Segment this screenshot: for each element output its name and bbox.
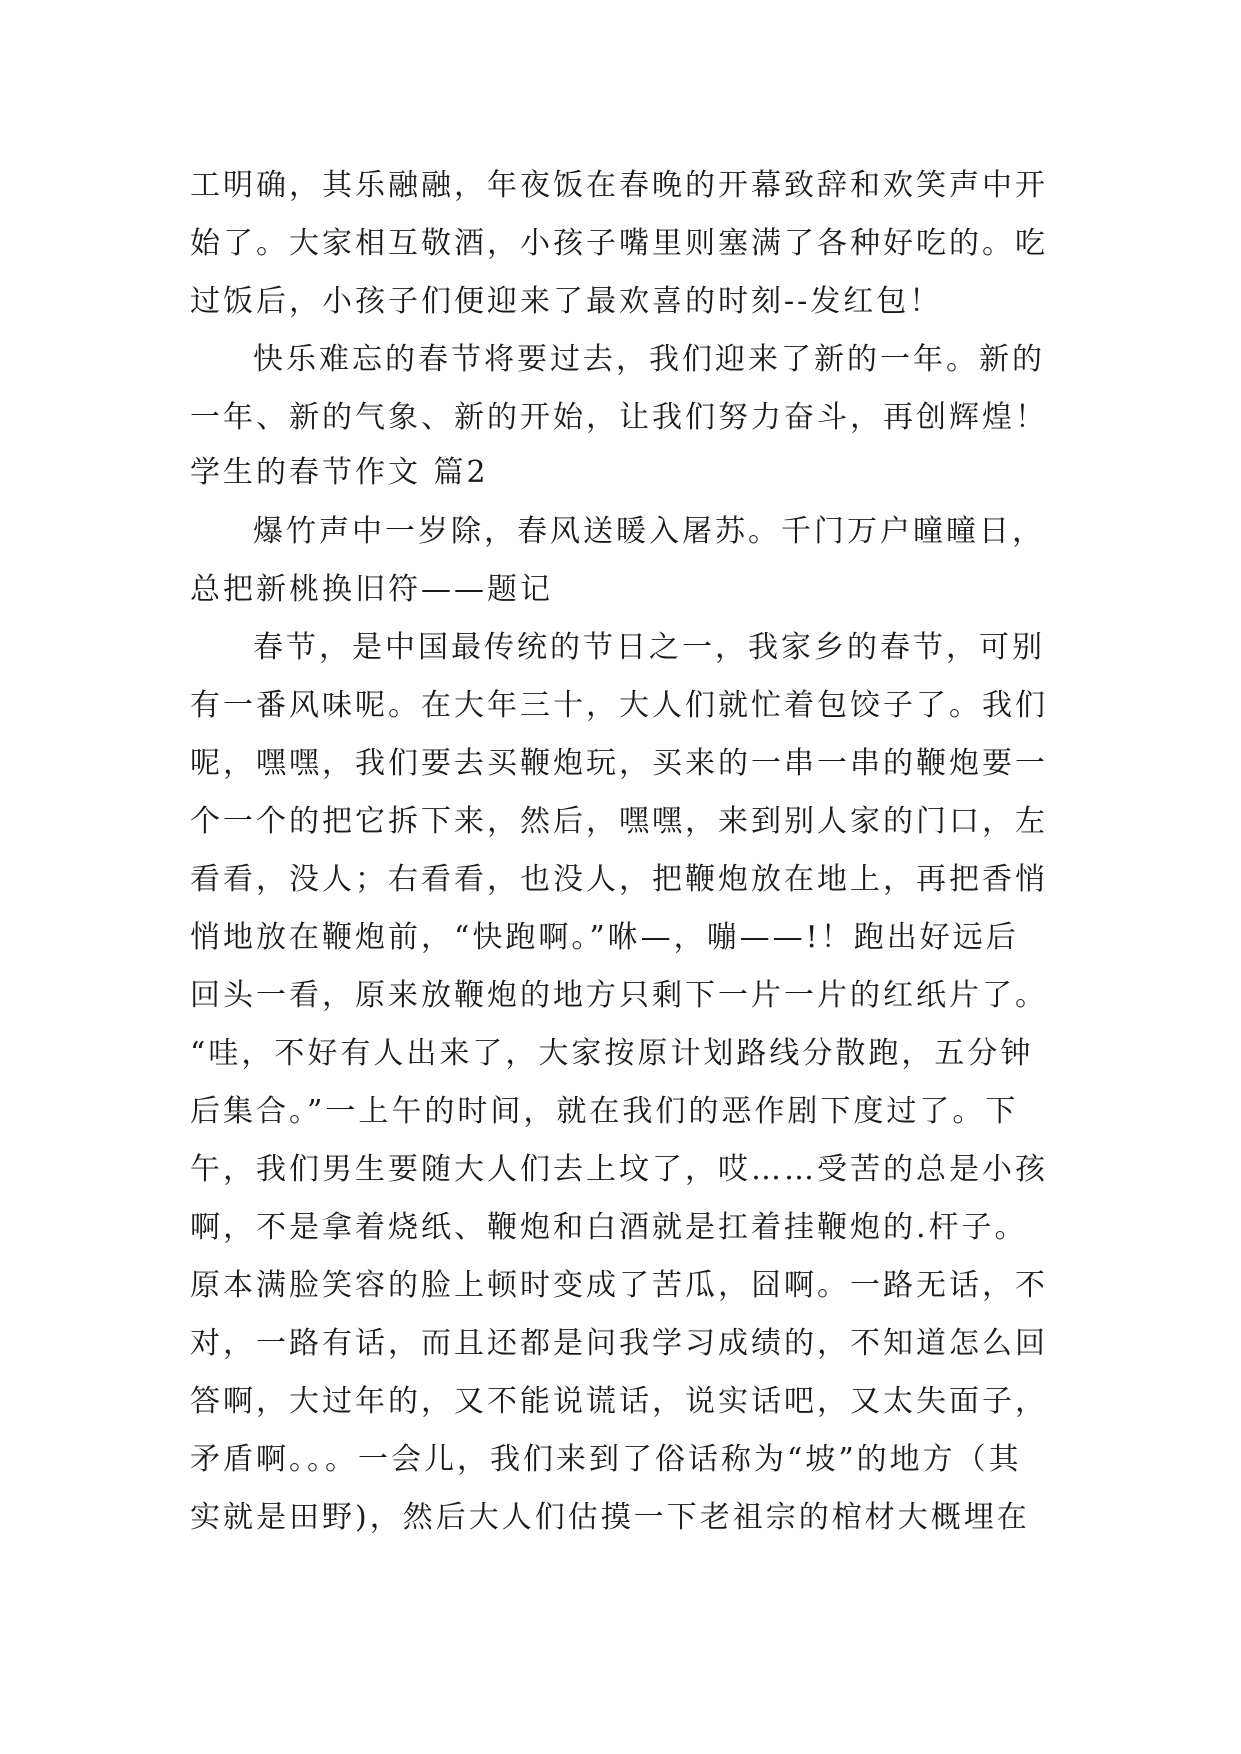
text-line: 回头一看，原来放鞭炮的地方只剩下一片一片的红纸片了。 [190, 978, 1048, 1013]
text-line: 工明确，其乐融融，年夜饭在春晚的开幕致辞和欢笑声中开 [190, 168, 1048, 203]
text-line: 始了。大家相互敬酒，小孩子嘴里则塞满了各种好吃的。吃 [190, 226, 1048, 261]
text-line: 实就是田野)，然后大人们估摸一下老祖宗的棺材大概埋在 [190, 1500, 1030, 1535]
text-line: 一年、新的气象、新的开始，让我们努力奋斗，再创辉煌！ [190, 400, 1048, 435]
text-line: 个一个的把它拆下来，然后，嘿嘿，来到别人家的门口，左 [190, 804, 1048, 839]
text-line: 午，我们男生要随大人们去上坟了，哎……受苦的总是小孩 [190, 1152, 1048, 1187]
text-line: 悄地放在鞭炮前，“快跑啊。”咻—，嘣——!！跑出好远后 [190, 920, 1019, 955]
text-line: 答啊，大过年的，又不能说谎话，说实话吧，又太失面子， [190, 1384, 1048, 1419]
text-line: 后集合。”一上午的时间，就在我们的恶作剧下度过了。下 [190, 1094, 1019, 1129]
text-line: 爆竹声中一岁除，春风送暖入屠苏。千门万户曈曈日， [253, 514, 1045, 549]
text-line: 总把新桃换旧符——题记 [190, 572, 553, 607]
text-line: 矛盾啊。。。一会儿，我们来到了俗话称为“坡”的地方（其 [190, 1442, 1022, 1477]
text-line: 快乐难忘的春节将要过去，我们迎来了新的一年。新的 [253, 342, 1045, 377]
text-line: 呢，嘿嘿，我们要去买鞭炮玩，买来的一串一串的鞭炮要一 [190, 746, 1048, 781]
text-line: 原本满脸笑容的脸上顿时变成了苦瓜，囧啊。一路无话，不 [190, 1268, 1048, 1303]
text-line: 啊，不是拿着烧纸、鞭炮和白酒就是扛着挂鞭炮的.杆子。 [190, 1210, 1028, 1245]
section-heading: 学生的春节作文 篇2 [190, 455, 489, 490]
text-line: 过饭后，小孩子们便迎来了最欢喜的时刻--发红包！ [190, 284, 943, 319]
text-line: 看看，没人；右看看，也没人，把鞭炮放在地上，再把香悄 [190, 862, 1048, 897]
text-line: 春节，是中国最传统的节日之一，我家乡的春节，可别 [253, 630, 1045, 665]
text-line: 对，一路有话，而且还都是问我学习成绩的，不知道怎么回 [190, 1326, 1048, 1361]
text-line: 有一番风味呢。在大年三十，大人们就忙着包饺子了。我们 [190, 688, 1048, 723]
text-line: “哇，不好有人出来了，大家按原计划路线分散跑，五分钟 [190, 1036, 1034, 1071]
